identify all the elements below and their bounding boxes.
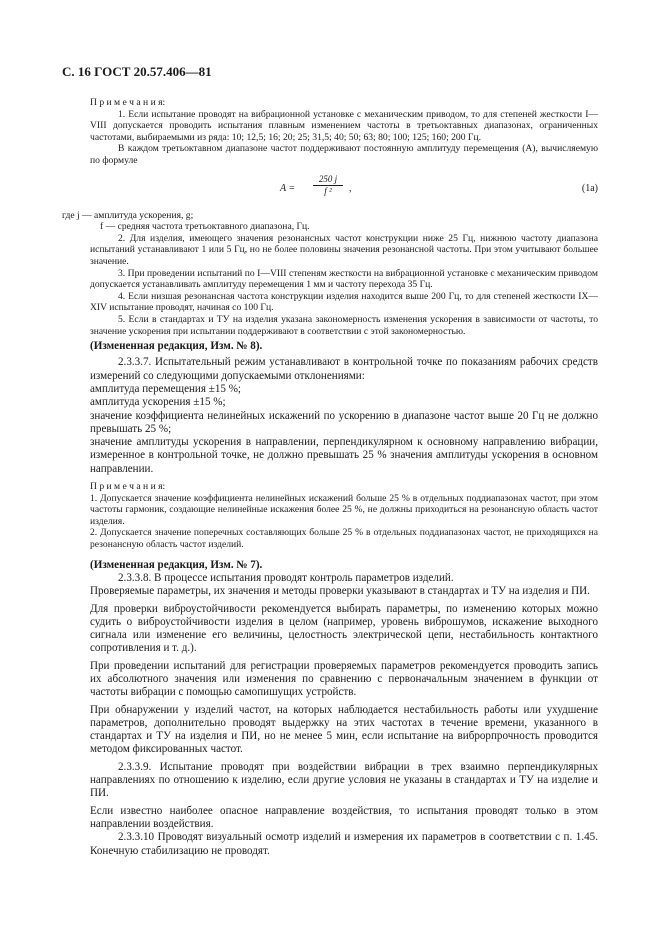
formula-fraction <box>313 174 343 196</box>
tolerance-transverse: значение амплитуды ускорения в направлении, перпендикулярном к основному направлению вибрации, измеренное в контрольной точке, не должно превышать 25 % значения амплитуды ускорения в основном направлении. <box>90 436 598 475</box>
section-2-3-3-7: 2.3.3.7. Испытательный режим устанавливают в контрольной точке по показаниям рабочих средств измерений со следующими допускаемыми отклонениями: <box>90 356 598 382</box>
edit-note-7: (Измененная редакция, Изм. № 7). <box>90 558 263 571</box>
notes2-item-1: 1. Допускается значение коэффициента нелинейных искажений больше 25 % в отдельных поддиапазонах частот, при этом частоты гармоник, создающие нелинейные искажения более 25 %, не должны приходиться на резонансную область частот изделия. <box>90 492 598 527</box>
section-2-3-3-8: 2.3.3.8. В процессе испытания проводят контроль параметров изделий. <box>118 571 454 584</box>
formula-number: (1а) <box>581 182 598 194</box>
edit-note-8: (Измененная редакция, Изм. № 8). <box>90 340 263 353</box>
section-2-3-3-8-params: Проверяемые параметры, их значения и методы проверки указывают в стандартах и ТУ на изделия и ПИ. <box>90 585 590 598</box>
where-line-2: f — средняя частота третьоктавного диапазона, Гц. <box>100 221 310 233</box>
page-header: С. 16 ГОСТ 20.57.406—81 <box>62 64 212 79</box>
section-2-3-3-8-instability: При обнаружении у изделий частот, на которых наблюдается нестабильность работы или ухудшение параметров, дополнительно проводят выдержку на этих частотах в течение времени, указанного в стандартах и ТУ на изделия и ПИ, но не менее 5 мин, если испытание на виброрпрочность проводится методом фиксированных частот. <box>90 703 598 756</box>
note-1-continued: В каждом третьоктавном диапазоне частот поддерживают постоянную амплитуду перемещения (A), вычисляемую по формуле <box>90 143 598 166</box>
note-2: 2. Для изделия, имеющего значения резонансных частот конструкции ниже 25 Гц, нижнюю частоту диапазона испытаний устанавливают 1 или 5 Гц, но не более половины значения резонансной частоты. При этом учитывают большее значение. <box>90 232 598 267</box>
section-2-3-3-9-direction: Если известно наиболее опасное направление воздействия, то испытания проводят только в этом направлении воздействия. <box>90 804 598 830</box>
formula-denominator: f ² <box>324 185 332 196</box>
tolerance-distortion: значение коэффициента нелинейных искажений по ускорению в диапазоне частот выше 20 Гц не должно превышать 25 %; <box>90 409 598 435</box>
section-2-3-3-8-recording: При проведении испытаний для регистрации проверяемых параметров рекомендуется проводить запись их абсолютного значения или изменения по сравнению с первоначальным значением в функции от частоты вибрации с помощью самопишущих устройств. <box>90 659 598 699</box>
note-3: 3. При проведении испытаний по I—VIII степеням жесткости на вибрационной установке с механическим приводом допускается устанавливать амплитуду перемещения 1 мм и частоту перехода 35 Гц. <box>90 267 598 291</box>
section-2-3-3-10: 2.3.3.10 Проводят визуальный осмотр изделий и измерения их параметров в соответствии с п. 1.45. Конечную стабилизацию не проводят. <box>90 831 598 857</box>
formula-numerator: 250 j <box>313 174 343 186</box>
note-4: 4. Если низшая резонансная частота конструкции изделия находится выше 200 Гц, то для степеней жесткости IX—XIV испытание проводят, начиная со 100 Гц. <box>90 290 598 314</box>
tolerance-displacement: амплитуда перемещения ±15 %; <box>90 382 242 395</box>
where-line-1: где j — амплитуда ускорения, g; <box>62 209 194 221</box>
page-content <box>62 97 598 858</box>
tolerance-acceleration: амплитуда ускорения ±15 %; <box>90 396 226 409</box>
note-5: 5. Если в стандартах и ТУ на изделия указана закономерность изменения ускорения в зависимости от частоты, то значение ускорения при испытании поддерживают в соответствии с этой закономерностью. <box>90 313 598 337</box>
section-2-3-3-9: 2.3.3.9. Испытание проводят при воздействии вибрации в трех взаимно перпендикулярных направлениях по отношению к изделию, если другие условия не указаны в стандартах и ТУ на изделие и ПИ. <box>90 760 598 800</box>
formula-comma: , <box>349 182 352 194</box>
formula-lhs: A = <box>280 182 296 194</box>
notes-title: П р и м е ч а н и я: <box>90 97 166 108</box>
notes2-item-2: 2. Допускается значение поперечных составляющих больше 25 % в отдельных поддиапазонах частот, не приходящихся на резонансную область частот изделий. <box>90 527 598 551</box>
note-1: 1. Если испытание проводят на вибрационной установке с механическим приводом, то для степеней жесткости I—VIII допускается проводить испытания плавным изменением частоты в третьоктавных диапазонах, ограниченных частотами, выбираемыми из ряда: 10; 12,5; 16; 20; 25; 31,5; 40; 50; 63; 80; 100; 125; 160; 200 Гц. <box>90 108 598 143</box>
formula-1a <box>90 174 598 204</box>
notes2-title: П р и м е ч а н и я: <box>90 481 166 493</box>
section-2-3-3-8-recommendation: Для проверки виброустойчивости рекомендуется выбирать параметры, по изменению которых можно судить о виброустойчивости изделия в целом (например, уровень виброшумов, искажение выходного сигнала или изменение его величины, целостность электрической цепи, нестабильность контактного сопротивления и т. д.). <box>90 602 598 655</box>
